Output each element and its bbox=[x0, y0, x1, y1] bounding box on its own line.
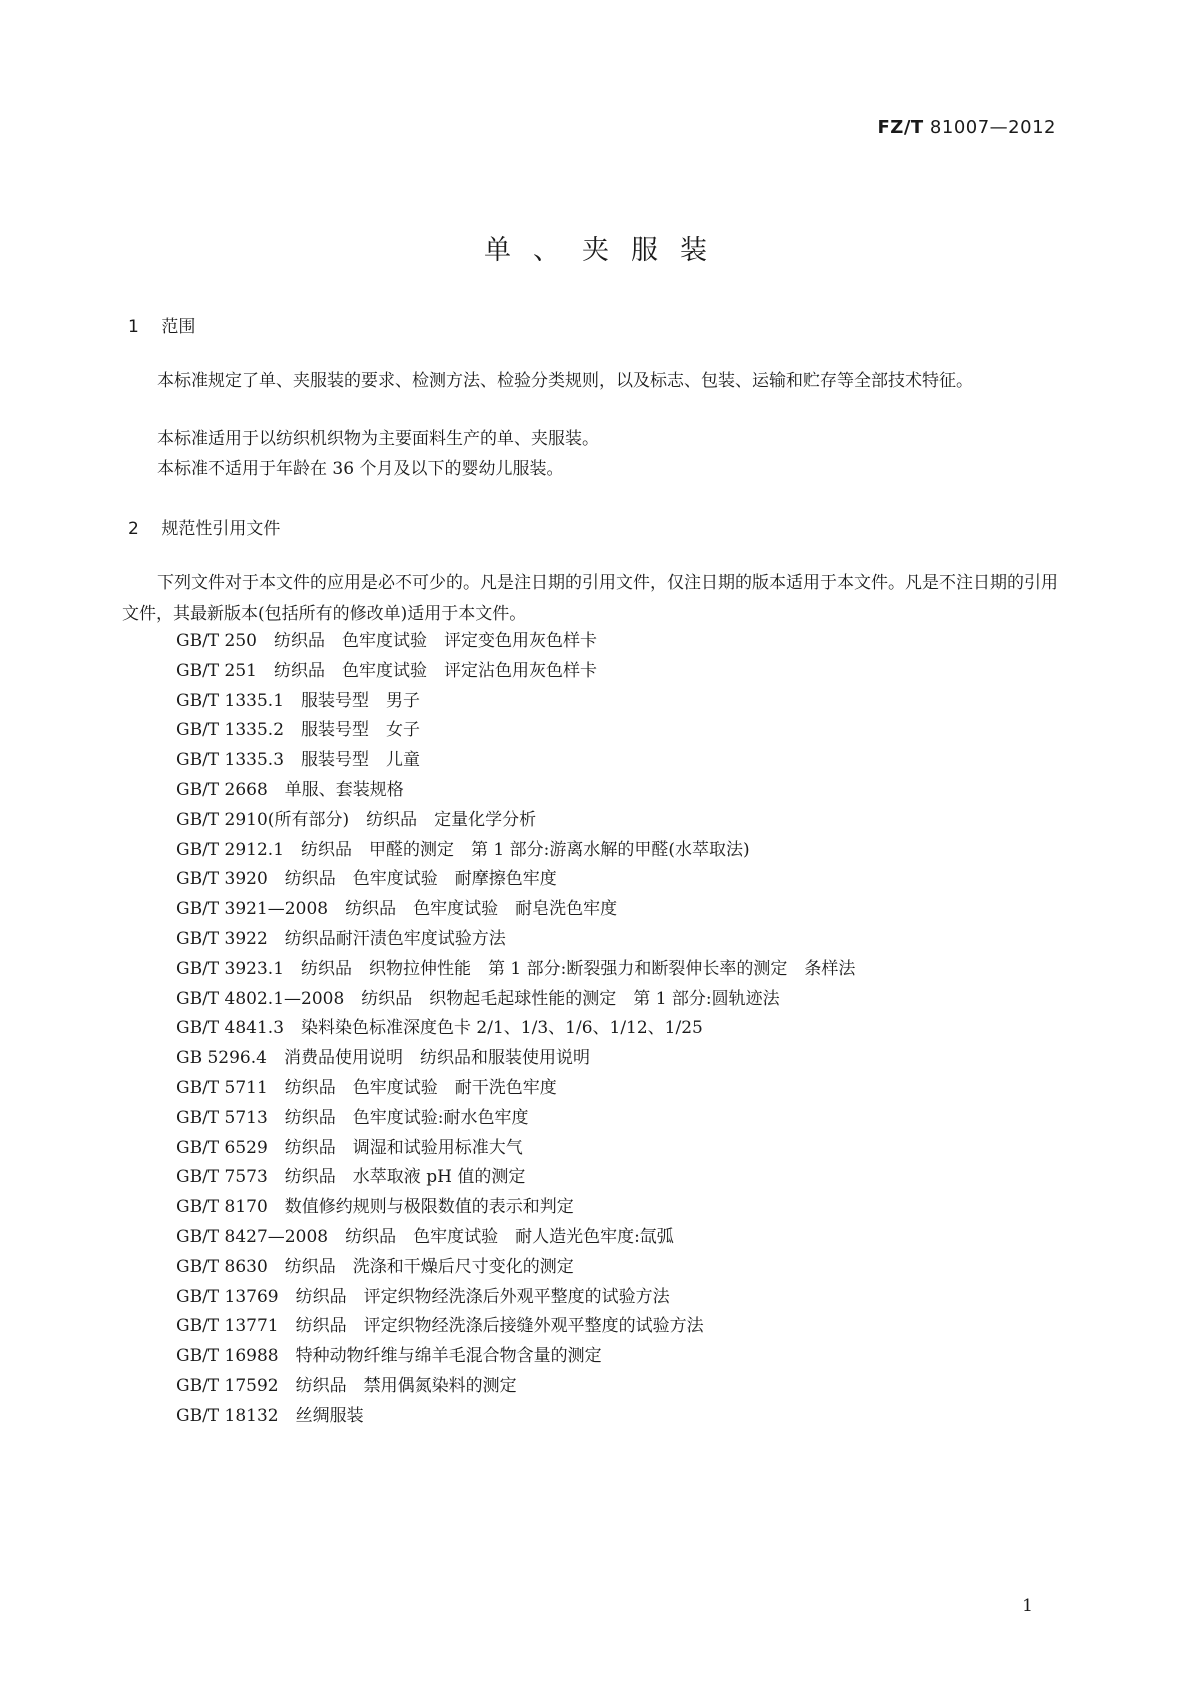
reference-item: GB/T 251 纺织品 色牢度试验 评定沾色用灰色样卡 bbox=[176, 660, 597, 681]
reference-item: GB/T 8427—2008 纺织品 色牢度试验 耐人造光色牢度:氙弧 bbox=[176, 1226, 674, 1247]
reference-item: GB/T 18132 丝绸服装 bbox=[176, 1405, 364, 1426]
standard-code-prefix: FZ/T bbox=[877, 117, 924, 138]
reference-item: GB/T 1335.3 服装号型 儿童 bbox=[176, 750, 421, 771]
section-number: 1 bbox=[128, 317, 139, 337]
reference-item: GB/T 1335.2 服装号型 女子 bbox=[176, 720, 421, 741]
reference-item: GB/T 8170 数值修约规则与极限数值的表示和判定 bbox=[176, 1197, 574, 1218]
reference-item: GB/T 3921—2008 纺织品 色牢度试验 耐皂洗色牢度 bbox=[176, 899, 618, 920]
reference-item: GB/T 16988 特种动物纤维与绵羊毛混合物含量的测定 bbox=[176, 1346, 602, 1367]
reference-item: GB/T 4802.1—2008 纺织品 织物起毛起球性能的测定 第 1 部分:圆轨迹法 bbox=[176, 988, 780, 1009]
reference-item: GB/T 3920 纺织品 色牢度试验 耐摩擦色牢度 bbox=[176, 869, 557, 890]
reference-item: GB 5296.4 消费品使用说明 纺织品和服装使用说明 bbox=[176, 1048, 590, 1069]
reference-item: GB/T 13769 纺织品 评定织物经洗涤后外观平整度的试验方法 bbox=[176, 1286, 670, 1307]
reference-item: GB/T 13771 纺织品 评定织物经洗涤后接缝外观平整度的试验方法 bbox=[176, 1316, 704, 1337]
section-title: 范围 bbox=[161, 317, 196, 337]
reference-item: GB/T 3923.1 纺织品 织物拉伸性能 第 1 部分:断裂强力和断裂伸长率的测定 条样法 bbox=[176, 958, 856, 979]
scope-paragraph-2: 本标准适用于以纺织机织物为主要面料生产的单、夹服装。 bbox=[157, 429, 599, 449]
document-title: 单、夹服装 bbox=[484, 235, 729, 266]
references-intro-paragraph: 下列文件对于本文件的应用是必不可少的。凡是注日期的引用文件，仅注日期的版本适用于本文件。凡是不注日期的引用文件，其最新版本(包括所有的修改单)适用于本文件。 bbox=[122, 573, 1058, 624]
reference-item: GB/T 250 纺织品 色牢度试验 评定变色用灰色样卡 bbox=[176, 631, 597, 651]
reference-item: GB/T 2910(所有部分) 纺织品 定量化学分析 bbox=[176, 809, 537, 830]
section-number: 2 bbox=[128, 519, 139, 539]
reference-item: GB/T 17592 纺织品 禁用偶氮染料的测定 bbox=[176, 1375, 517, 1396]
standard-code-number: 81007—2012 bbox=[929, 117, 1056, 138]
reference-item: GB/T 6529 纺织品 调湿和试验用标准大气 bbox=[176, 1137, 523, 1158]
reference-item: GB/T 3922 纺织品耐汗渍色牢度试验方法 bbox=[176, 928, 506, 949]
reference-item: GB/T 2668 单服、套装规格 bbox=[176, 779, 404, 800]
reference-item: GB/T 5713 纺织品 色牢度试验:耐水色牢度 bbox=[176, 1107, 529, 1128]
reference-list bbox=[176, 627, 855, 1432]
reference-item: GB/T 1335.1 服装号型 男子 bbox=[176, 690, 421, 711]
section-title: 规范性引用文件 bbox=[161, 519, 281, 539]
reference-item: GB/T 2912.1 纺织品 甲醛的测定 第 1 部分:游离水解的甲醛(水萃取法) bbox=[176, 839, 750, 860]
standard-code bbox=[877, 117, 1056, 138]
scope-paragraph-1: 本标准规定了单、夹服装的要求、检测方法、检验分类规则，以及标志、包装、运输和贮存等全部技术特征。 bbox=[157, 371, 973, 391]
page-number: 1 bbox=[1022, 1596, 1033, 1616]
reference-item: GB/T 7573 纺织品 水萃取液 pH 值的测定 bbox=[176, 1167, 526, 1188]
section-heading-scope bbox=[128, 312, 195, 337]
reference-item: GB/T 4841.3 染料染色标准深度色卡 2/1、1/3、1/6、1/12、1/25 bbox=[176, 1018, 703, 1039]
reference-item: GB/T 5711 纺织品 色牢度试验 耐干洗色牢度 bbox=[176, 1077, 557, 1098]
section-heading-normative-references bbox=[128, 514, 280, 539]
reference-item: GB/T 8630 纺织品 洗涤和干燥后尺寸变化的测定 bbox=[176, 1256, 574, 1277]
scope-paragraph-3: 本标准不适用于年龄在 36 个月及以下的婴幼儿服装。 bbox=[157, 459, 564, 479]
